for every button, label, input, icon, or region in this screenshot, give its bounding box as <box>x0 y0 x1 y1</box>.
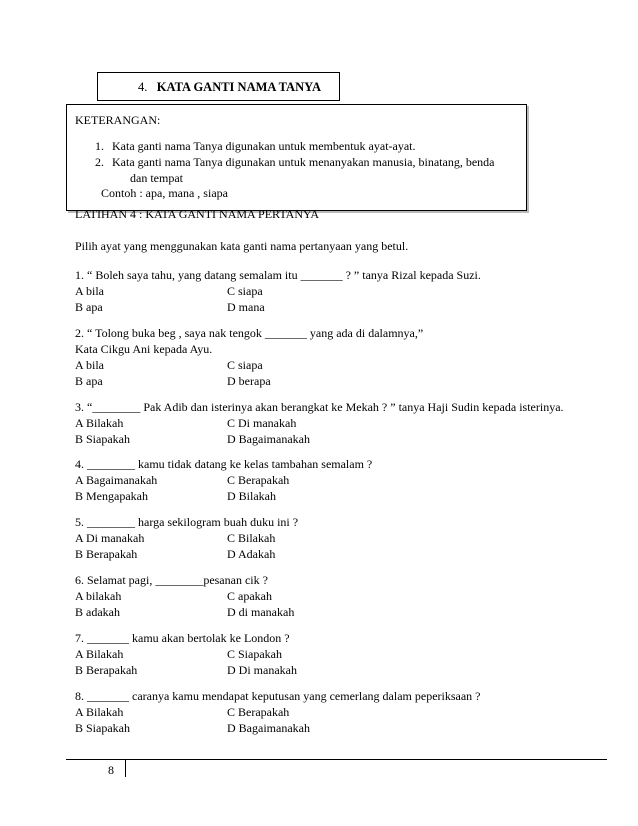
option-d: D Di manakah <box>227 662 297 677</box>
note-box <box>66 104 527 211</box>
question-text: 2. “ Tolong buka beg , saya nak tengok _______ yang ada di dalamnya,” <box>75 325 424 340</box>
option-a: A Bilakah <box>75 646 124 661</box>
page-number-separator <box>125 760 126 777</box>
option-d: D mana <box>227 300 265 314</box>
option-row <box>75 720 615 736</box>
question-7 <box>75 630 615 678</box>
option-c: C Berapakah <box>227 704 290 719</box>
note-list <box>95 138 520 186</box>
note-item <box>95 138 520 154</box>
option-d: D Bagaimanakah <box>227 431 310 446</box>
option-row <box>75 530 615 546</box>
question-2 <box>75 325 615 389</box>
option-a: A bila <box>75 284 104 298</box>
question-text: 7. _______ kamu akan bertolak ke London ? <box>75 630 290 645</box>
question-text: 8. _______ caranya kamu mendapat keputusan yang cemerlang dalam peperiksaan ? <box>75 688 481 703</box>
option-b: B adakah <box>75 604 120 619</box>
note-item-text: Kata ganti nama Tanya digunakan untuk menanyakan manusia, binatang, benda <box>112 155 495 169</box>
exercise-title: LATIHAN 4 : KATA GANTI NAMA PERTANYA <box>75 207 320 221</box>
question-list <box>75 267 615 745</box>
question-text: 3. “________ Pak Adib dan isterinya akan berangkat ke Mekah ? ” tanya Haji Sudin kepada isterinya. <box>75 399 564 414</box>
option-a: A Di manakah <box>75 531 145 546</box>
option-d: D di manakah <box>227 604 295 619</box>
option-b: B apa <box>75 373 103 388</box>
option-a: A Bilakah <box>75 704 124 719</box>
exercise-instruction: Pilih ayat yang menggunakan kata ganti nama pertanyaan yang betul. <box>75 239 409 253</box>
option-row <box>75 646 615 662</box>
question-text: 1. “ Boleh saya tahu, yang datang semalam itu _______ ? ” tanya Rizal kepada Suzi. <box>75 268 481 282</box>
option-d: D Bagaimanakah <box>227 720 310 735</box>
option-d: D Adakah <box>227 547 276 562</box>
option-a: A Bilakah <box>75 415 124 430</box>
option-c: C Berapakah <box>227 473 290 488</box>
question-text: 5. ________ harga sekilogram buah duku ini ? <box>75 515 299 530</box>
option-a: A bila <box>75 357 104 372</box>
option-row <box>75 662 615 678</box>
note-item-text: Kata ganti nama Tanya digunakan untuk membentuk ayat-ayat. <box>112 139 416 153</box>
option-b: B apa <box>75 300 103 314</box>
question-text: 6. Selamat pagi, ________pesanan cik ? <box>75 572 268 587</box>
note-item-number: 2. <box>95 155 104 169</box>
question-text: 4. ________ kamu tidak datang ke kelas tambahan semalam ? <box>75 457 373 472</box>
option-c: C Bilakah <box>227 531 276 546</box>
option-row <box>75 299 615 315</box>
question-6 <box>75 572 615 620</box>
question-3 <box>75 399 615 447</box>
option-b: B Berapakah <box>75 662 138 677</box>
question-8 <box>75 688 615 736</box>
option-a: A Bagaimanakah <box>75 473 158 488</box>
option-row <box>75 431 615 447</box>
option-c: C Siapakah <box>227 646 282 661</box>
question-5 <box>75 514 615 562</box>
option-row <box>75 415 615 431</box>
option-row <box>75 472 615 488</box>
option-d: D berapa <box>227 373 271 388</box>
option-row <box>75 373 615 389</box>
option-c: C Di manakah <box>227 415 297 430</box>
note-example: Contoh : apa, mana , siapa <box>101 186 228 200</box>
option-row <box>75 588 615 604</box>
note-item-number: 1. <box>95 139 104 153</box>
option-b: B Berapakah <box>75 547 138 562</box>
option-c: C siapa <box>227 284 263 298</box>
option-b: B Mengapakah <box>75 489 148 504</box>
option-row <box>75 604 615 620</box>
note-item <box>95 154 520 186</box>
option-a: A bilakah <box>75 588 122 603</box>
option-row <box>75 488 615 504</box>
note-item-continuation: dan tempat <box>130 171 183 185</box>
option-c: C apakah <box>227 588 272 603</box>
note-heading: KETERANGAN: <box>75 113 161 127</box>
section-title: KATA GANTI NAMA TANYA <box>156 80 322 94</box>
option-row <box>75 546 615 562</box>
option-row <box>75 357 615 373</box>
question-4 <box>75 456 615 504</box>
option-row <box>75 283 615 299</box>
section-title-box <box>97 72 340 101</box>
question-1 <box>75 267 615 315</box>
section-number: 4. <box>138 80 148 94</box>
footer-rule <box>66 759 607 760</box>
option-b: B Siapakah <box>75 720 130 735</box>
question-text: Kata Cikgu Ani kepada Ayu. <box>75 341 213 356</box>
option-b: B Siapakah <box>75 431 130 446</box>
page-number: 8 <box>108 763 114 777</box>
option-d: D Bilakah <box>227 489 276 504</box>
option-c: C siapa <box>227 357 263 372</box>
option-row <box>75 704 615 720</box>
